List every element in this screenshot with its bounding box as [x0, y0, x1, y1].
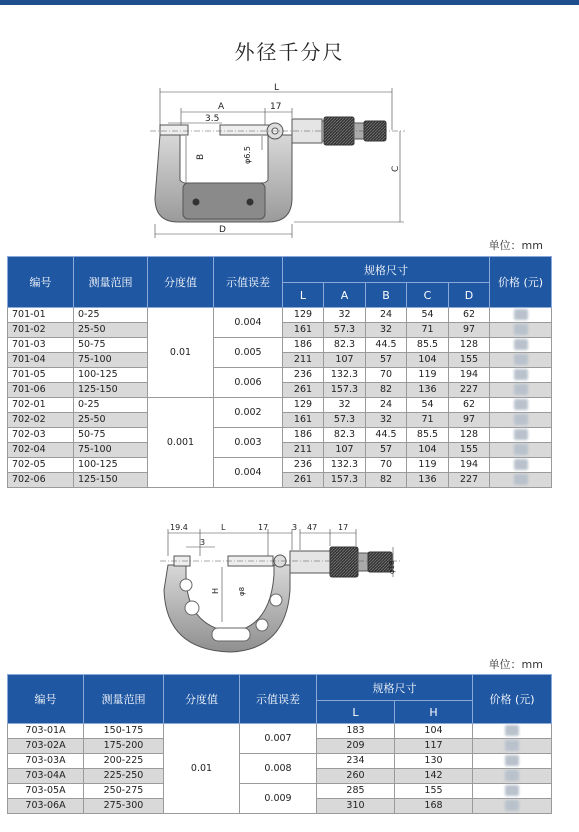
table-row — [8, 784, 552, 799]
cell-L: 183 — [317, 724, 395, 739]
cell-C: 136 — [407, 383, 449, 398]
spec-table-1 — [7, 256, 552, 488]
cell-B: 82 — [366, 473, 407, 488]
cell-D: 194 — [449, 458, 490, 473]
cell-range: 275-300 — [84, 799, 164, 814]
price-redacted — [505, 785, 519, 796]
header-spec: 规格尺寸 — [283, 257, 490, 283]
cell-range: 125-150 — [74, 383, 148, 398]
cell-L: 285 — [317, 784, 395, 799]
cell-range: 0-25 — [74, 308, 148, 323]
cell-L: 161 — [283, 413, 324, 428]
cell-C: 136 — [407, 473, 449, 488]
cell-H: 117 — [395, 739, 473, 754]
cell-range: 200-225 — [84, 754, 164, 769]
cell-error: 0.005 — [214, 338, 283, 368]
dim-C: C — [391, 165, 401, 172]
cell-C: 54 — [407, 398, 449, 413]
cell-error: 0.009 — [240, 784, 317, 814]
cell-division: 0.001 — [148, 398, 214, 488]
dim2-47: 47 — [307, 523, 318, 532]
dim2-phi18: φ18 — [388, 560, 396, 574]
cell-H: 142 — [395, 769, 473, 784]
cell-price — [473, 784, 552, 799]
cell-H: 168 — [395, 799, 473, 814]
cell-range: 250-275 — [84, 784, 164, 799]
cell-price — [490, 323, 552, 338]
cell-A: 32 — [324, 398, 366, 413]
cell-D: 194 — [449, 368, 490, 383]
cell-code: 703-06A — [8, 799, 84, 814]
cell-error: 0.004 — [214, 458, 283, 488]
cell-L: 129 — [283, 308, 324, 323]
cell-price — [473, 754, 552, 769]
price-redacted — [514, 414, 528, 425]
header2-spec-L: L — [317, 701, 395, 724]
table-row — [8, 458, 552, 473]
cell-price — [473, 799, 552, 814]
cell-range: 25-50 — [74, 413, 148, 428]
cell-A: 57.3 — [324, 413, 366, 428]
dim-17: 17 — [270, 102, 282, 112]
cell-price — [490, 413, 552, 428]
cell-error: 0.007 — [240, 724, 317, 754]
dim-B: B — [196, 153, 206, 160]
cell-A: 132.3 — [324, 458, 366, 473]
cell-C: 119 — [407, 368, 449, 383]
cell-A: 82.3 — [324, 428, 366, 443]
cell-C: 104 — [407, 443, 449, 458]
cell-code: 701-02 — [8, 323, 74, 338]
cell-B: 70 — [366, 458, 407, 473]
cell-range: 125-150 — [74, 473, 148, 488]
dim-A: A — [218, 102, 225, 112]
cell-price — [490, 443, 552, 458]
cell-division: 0.01 — [148, 308, 214, 398]
cell-L: 236 — [283, 458, 324, 473]
cell-range: 150-175 — [84, 724, 164, 739]
cell-error: 0.004 — [214, 308, 283, 338]
cell-L: 260 — [317, 769, 395, 784]
cell-code: 702-06 — [8, 473, 74, 488]
cell-price — [490, 368, 552, 383]
cell-B: 44.5 — [366, 338, 407, 353]
price-redacted — [514, 429, 528, 440]
price-redacted — [514, 384, 528, 395]
table-row — [8, 398, 552, 413]
cell-C: 119 — [407, 458, 449, 473]
price-redacted — [514, 474, 528, 485]
cell-C: 54 — [407, 308, 449, 323]
cell-price — [490, 428, 552, 443]
cell-price — [490, 458, 552, 473]
cell-code: 701-03 — [8, 338, 74, 353]
cell-code: 702-05 — [8, 458, 74, 473]
cell-error: 0.002 — [214, 398, 283, 428]
cell-code: 702-02 — [8, 413, 74, 428]
cell-code: 702-03 — [8, 428, 74, 443]
dim2-3a: 3 — [292, 523, 298, 532]
cell-L: 211 — [283, 443, 324, 458]
cell-code: 703-02A — [8, 739, 84, 754]
cell-code: 701-05 — [8, 368, 74, 383]
header2-spec: 规格尺寸 — [317, 675, 473, 701]
cell-code: 702-01 — [8, 398, 74, 413]
cell-price — [490, 398, 552, 413]
micrometer-drawing-1 — [0, 80, 579, 240]
header-error: 示值误差 — [214, 257, 283, 308]
cell-code: 703-01A — [8, 724, 84, 739]
header2-spec-H: H — [395, 701, 473, 724]
cell-division: 0.01 — [164, 724, 240, 814]
cell-B: 24 — [366, 398, 407, 413]
unit-label-1: 单位：mm — [488, 239, 543, 252]
cell-C: 104 — [407, 353, 449, 368]
cell-D: 155 — [449, 353, 490, 368]
micrometer-drawing-2 — [0, 516, 579, 658]
dim2-3b: 3 — [200, 538, 206, 547]
cell-B: 32 — [366, 323, 407, 338]
cell-price — [473, 769, 552, 784]
cell-A: 57.3 — [324, 323, 366, 338]
cell-B: 82 — [366, 383, 407, 398]
table-row — [8, 308, 552, 323]
price-redacted — [505, 800, 519, 811]
cell-A: 107 — [324, 353, 366, 368]
cell-range: 175-200 — [84, 739, 164, 754]
cell-A: 107 — [324, 443, 366, 458]
cell-range: 100-125 — [74, 368, 148, 383]
dim2-H: H — [211, 587, 220, 594]
price-redacted — [514, 339, 528, 350]
cell-A: 82.3 — [324, 338, 366, 353]
price-redacted — [514, 459, 528, 470]
cell-range: 50-75 — [74, 428, 148, 443]
cell-A: 132.3 — [324, 368, 366, 383]
table-row — [8, 338, 552, 353]
cell-range: 25-50 — [74, 323, 148, 338]
cell-code: 702-04 — [8, 443, 74, 458]
price-redacted — [514, 309, 528, 320]
cell-range: 0-25 — [74, 398, 148, 413]
dim2-17b: 17 — [338, 523, 349, 532]
header-spec-A: A — [324, 283, 366, 308]
cell-C: 71 — [407, 323, 449, 338]
cell-L: 209 — [317, 739, 395, 754]
header2-price: 价格 (元) — [473, 675, 552, 724]
header-spec-L: L — [283, 283, 324, 308]
cell-D: 227 — [449, 383, 490, 398]
cell-D: 128 — [449, 338, 490, 353]
dim2-phi8: φ8 — [238, 586, 246, 596]
cell-B: 44.5 — [366, 428, 407, 443]
cell-A: 32 — [324, 308, 366, 323]
cell-L: 234 — [317, 754, 395, 769]
cell-range: 100-125 — [74, 458, 148, 473]
cell-D: 227 — [449, 473, 490, 488]
cell-error: 0.003 — [214, 428, 283, 458]
header2-range: 测量范围 — [84, 675, 164, 724]
cell-error: 0.006 — [214, 368, 283, 398]
cell-L: 129 — [283, 398, 324, 413]
cell-range: 75-100 — [74, 353, 148, 368]
cell-L: 186 — [283, 338, 324, 353]
cell-C: 85.5 — [407, 338, 449, 353]
cell-D: 97 — [449, 413, 490, 428]
cell-price — [473, 739, 552, 754]
cell-error: 0.008 — [240, 754, 317, 784]
cell-L: 211 — [283, 353, 324, 368]
table-row — [8, 724, 552, 739]
price-redacted — [505, 740, 519, 751]
header2-error: 示值误差 — [240, 675, 317, 724]
unit-label-2: 单位：mm — [488, 658, 543, 671]
price-redacted — [514, 399, 528, 410]
cell-price — [490, 338, 552, 353]
price-redacted — [505, 725, 519, 736]
cell-L: 261 — [283, 473, 324, 488]
cell-L: 186 — [283, 428, 324, 443]
cell-D: 155 — [449, 443, 490, 458]
dim-L: L — [274, 83, 280, 93]
price-redacted — [514, 324, 528, 335]
cell-A: 157.3 — [324, 473, 366, 488]
cell-B: 57 — [366, 443, 407, 458]
cell-L: 310 — [317, 799, 395, 814]
cell-code: 703-04A — [8, 769, 84, 784]
cell-code: 703-03A — [8, 754, 84, 769]
price-redacted — [505, 755, 519, 766]
cell-B: 32 — [366, 413, 407, 428]
dim-phi: φ6.5 — [243, 146, 252, 164]
cell-range: 50-75 — [74, 338, 148, 353]
cell-H: 104 — [395, 724, 473, 739]
table-row — [8, 428, 552, 443]
cell-A: 157.3 — [324, 383, 366, 398]
cell-L: 236 — [283, 368, 324, 383]
cell-H: 155 — [395, 784, 473, 799]
dim2-19-4: 19.4 — [170, 523, 188, 532]
header-spec-C: C — [407, 283, 449, 308]
cell-code: 701-01 — [8, 308, 74, 323]
cell-range: 75-100 — [74, 443, 148, 458]
cell-D: 62 — [449, 398, 490, 413]
cell-D: 97 — [449, 323, 490, 338]
cell-B: 57 — [366, 353, 407, 368]
table-row — [8, 368, 552, 383]
top-accent-bar — [0, 0, 579, 5]
cell-price — [490, 308, 552, 323]
cell-C: 85.5 — [407, 428, 449, 443]
header-code: 编号 — [8, 257, 74, 308]
cell-price — [490, 383, 552, 398]
header-price: 价格 (元) — [490, 257, 552, 308]
page-title: 外径千分尺 — [234, 40, 345, 64]
cell-H: 130 — [395, 754, 473, 769]
table-row — [8, 754, 552, 769]
header2-code: 编号 — [8, 675, 84, 724]
header-spec-B: B — [366, 283, 407, 308]
cell-price — [473, 724, 552, 739]
header-spec-D: D — [449, 283, 490, 308]
header-division: 分度值 — [148, 257, 214, 308]
cell-code: 701-04 — [8, 353, 74, 368]
header2-division: 分度值 — [164, 675, 240, 724]
price-redacted — [514, 354, 528, 365]
price-redacted — [514, 369, 528, 380]
cell-L: 161 — [283, 323, 324, 338]
cell-code: 703-05A — [8, 784, 84, 799]
dim2-L: L — [221, 523, 226, 532]
cell-D: 62 — [449, 308, 490, 323]
price-redacted — [505, 770, 519, 781]
cell-range: 225-250 — [84, 769, 164, 784]
cell-price — [490, 353, 552, 368]
price-redacted — [514, 444, 528, 455]
dim-D: D — [219, 225, 226, 235]
cell-D: 128 — [449, 428, 490, 443]
header-range: 测量范围 — [74, 257, 148, 308]
dim-3-5: 3.5 — [205, 114, 220, 124]
cell-price — [490, 473, 552, 488]
cell-B: 70 — [366, 368, 407, 383]
cell-B: 24 — [366, 308, 407, 323]
spec-table-2 — [7, 674, 552, 814]
cell-code: 701-06 — [8, 383, 74, 398]
cell-C: 71 — [407, 413, 449, 428]
dim2-17a: 17 — [258, 523, 269, 532]
cell-L: 261 — [283, 383, 324, 398]
